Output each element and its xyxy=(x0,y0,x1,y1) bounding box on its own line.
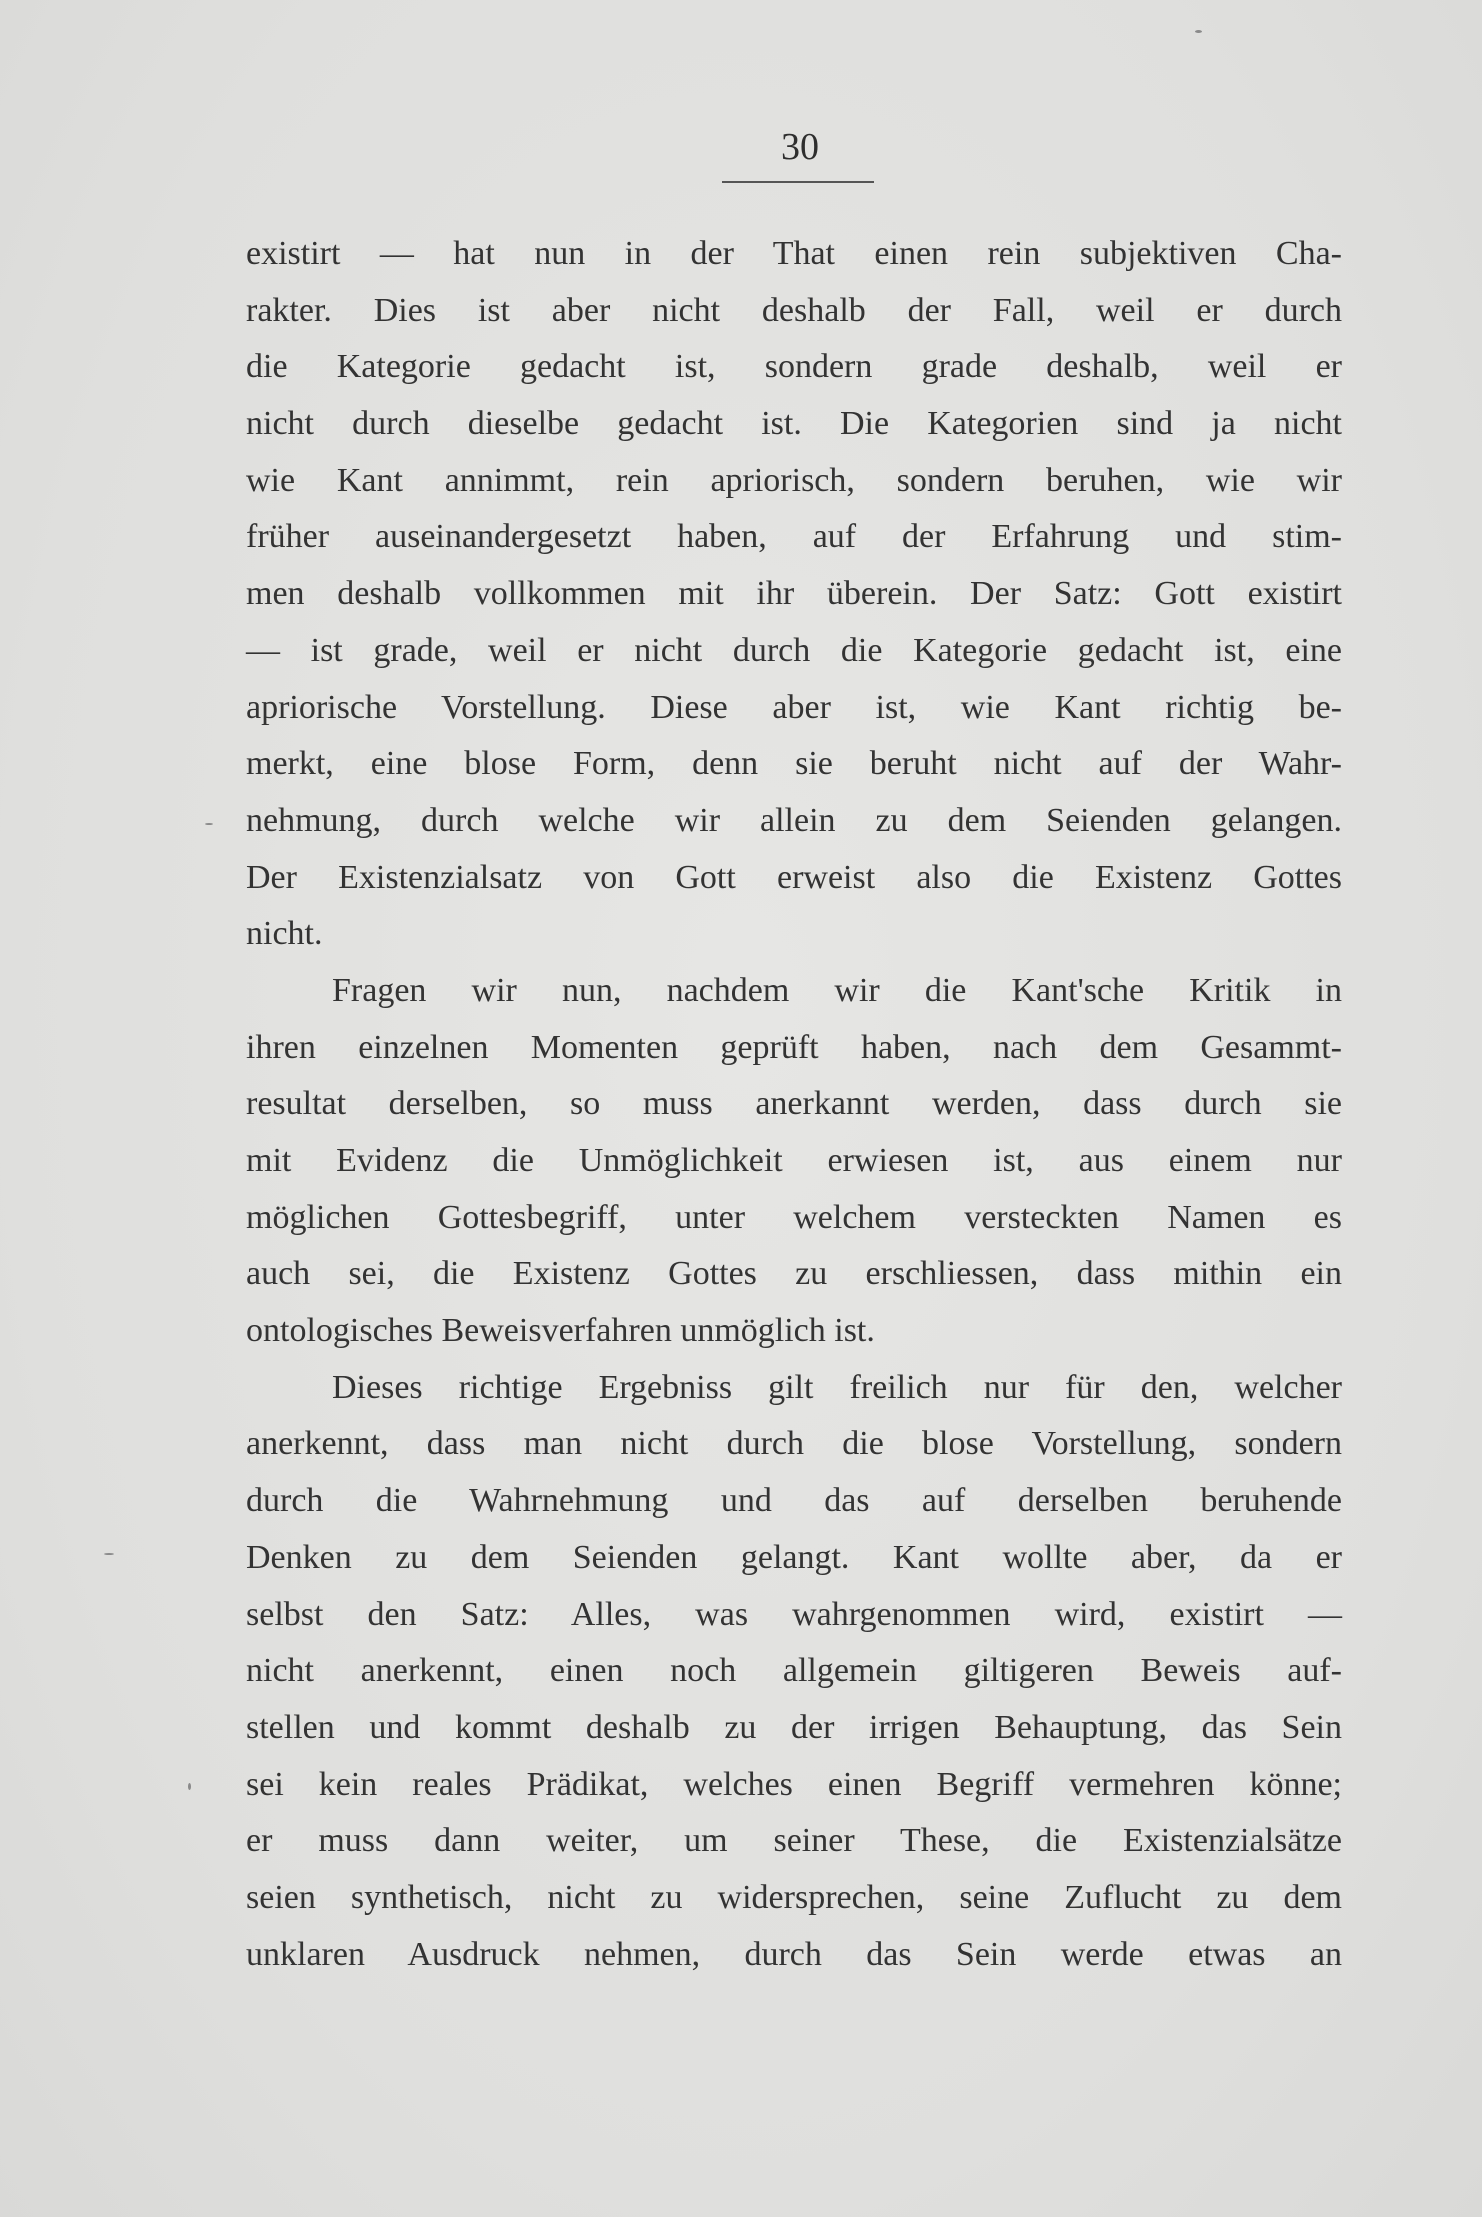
page-number-rule xyxy=(722,181,874,183)
text-line: apriorische Vorstellung. Diese aber ist, wie Kant richtig be- xyxy=(246,688,1342,726)
text-line: er muss dann weiter, um seiner These, die Existenzialsätze xyxy=(246,1822,1342,1860)
paragraph xyxy=(246,963,1342,1360)
scan-speck xyxy=(1195,30,1202,33)
text-line: wie Kant annimmt, rein apriorisch, sondern beruhen, wie wir xyxy=(246,461,1342,499)
text-line: stellen und kommt deshalb zu der irrigen Behauptung, das Sein xyxy=(246,1708,1342,1746)
text-line: Der Existenzialsatz von Gott erweist also die Existenz Gottes xyxy=(246,858,1342,896)
text-line: rakter. Dies ist aber nicht deshalb der Fall, weil er durch xyxy=(246,291,1342,329)
text-line: — ist grade, weil er nicht durch die Kategorie gedacht ist, eine xyxy=(246,631,1342,669)
text-line: Dieses richtige Ergebniss gilt freilich nur für den, welcher xyxy=(332,1368,1342,1406)
text-line: Denken zu dem Seienden gelangt. Kant wollte aber, da er xyxy=(246,1538,1342,1576)
paragraph xyxy=(246,1360,1342,1984)
text-line: früher auseinandergesetzt haben, auf der Erfahrung und stim- xyxy=(246,518,1342,556)
page-number: 30 xyxy=(781,126,819,168)
text-line: nicht durch dieselbe gedacht ist. Die Kategorien sind ja nicht xyxy=(246,405,1342,443)
text-line: möglichen Gottesbegriff, unter welchem versteckten Namen es xyxy=(246,1198,1342,1236)
text-line: nicht. xyxy=(246,915,323,953)
text-line: resultat derselben, so muss anerkannt werden, dass durch sie xyxy=(246,1085,1342,1123)
text-line: auch sei, die Existenz Gottes zu erschliessen, dass mithin ein xyxy=(246,1255,1342,1293)
text-line: ihren einzelnen Momenten geprüft haben, nach dem Gesammt- xyxy=(246,1028,1342,1066)
scan-speck xyxy=(104,1553,114,1555)
text-line: Fragen wir nun, nachdem wir die Kant'sche Kritik in xyxy=(332,971,1342,1009)
text-line: nehmung, durch welche wir allein zu dem Seienden gelangen. xyxy=(246,801,1342,839)
text-line: merkt, eine blose Form, denn sie beruht nicht auf der Wahr- xyxy=(246,745,1342,783)
text-line: selbst den Satz: Alles, was wahrgenommen wird, existirt — xyxy=(246,1595,1342,1633)
text-line: anerkennt, dass man nicht durch die blose Vorstellung, sondern xyxy=(246,1425,1342,1463)
text-line: die Kategorie gedacht ist, sondern grade deshalb, weil er xyxy=(246,348,1342,386)
scan-speck xyxy=(205,823,213,825)
body-text xyxy=(246,226,1342,1983)
text-line: durch die Wahrnehmung und das auf derselben beruhende xyxy=(246,1482,1342,1520)
paragraph xyxy=(246,226,1342,963)
text-line: mit Evidenz die Unmöglichkeit erwiesen ist, aus einem nur xyxy=(246,1142,1342,1179)
text-line: existirt — hat nun in der That einen rein subjektiven Cha- xyxy=(246,235,1342,272)
text-line: unklaren Ausdruck nehmen, durch das Sein werde etwas an xyxy=(246,1935,1342,1973)
text-line: men deshalb vollkommen mit ihr überein. Der Satz: Gott existirt xyxy=(246,575,1342,613)
scan-speck xyxy=(188,1783,191,1790)
text-line: ontologisches Beweisverfahren unmöglich ist. xyxy=(246,1312,875,1350)
text-line: seien synthetisch, nicht zu widersprechen, seine Zuflucht zu dem xyxy=(246,1878,1342,1916)
text-line: sei kein reales Prädikat, welches einen Begriff vermehren könne; xyxy=(246,1765,1342,1803)
text-line: nicht anerkennt, einen noch allgemein giltigeren Beweis auf- xyxy=(246,1652,1342,1690)
